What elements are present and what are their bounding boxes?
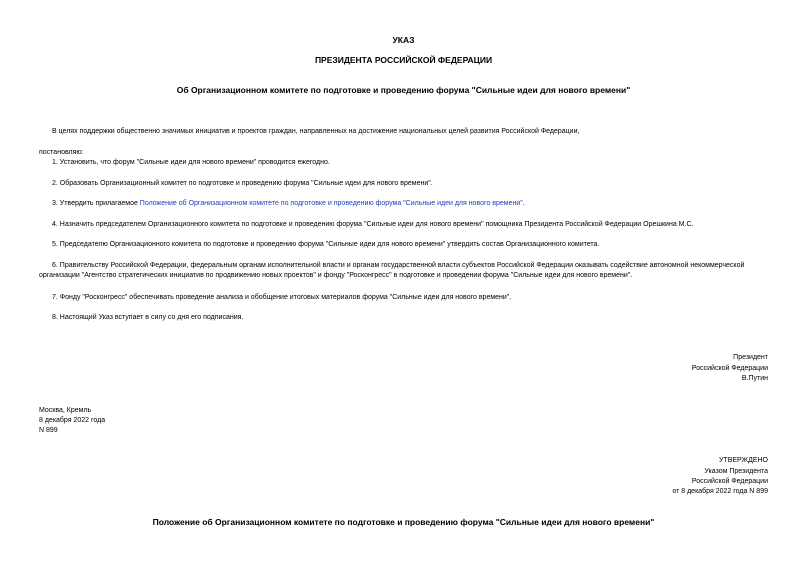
- approval-by: Указом Президента: [704, 468, 768, 475]
- signature-name: В.Путин: [741, 375, 768, 382]
- signature-country: Российской Федерации: [691, 365, 768, 372]
- item-3-suffix: .: [522, 200, 525, 207]
- signature-title: Президент: [733, 354, 768, 361]
- item-5: 5. Председателю Организационного комитета по подготовке и проведению форума "Сильные идеи для нового времени" утвердить состав Организационного комитета.: [52, 241, 600, 248]
- preamble-text: В целях поддержки общественно значимых инициатив и проектов граждан, направленных на достижение национальных целей развития Российской Федерации,: [52, 128, 580, 135]
- resolve-text: постановляю:: [39, 149, 84, 156]
- place-city: Москва, Кремль: [39, 407, 92, 414]
- place-date: 8 декабря 2022 года: [39, 417, 106, 424]
- item-6-line-2: организации "Агентство стратегических инициатив по продвижению новых проектов" и фонду "Росконгресс" в подготовке и проведении форума "Сильные идеи для нового времени".: [39, 272, 633, 279]
- item-4: 4. Назначить председателем Организационного комитета по подготовке и проведению форума "Сильные идеи для нового времени" помощника Президента Российской Федерации Орешкина М.С.: [52, 221, 694, 228]
- regulation-link[interactable]: Положение об Организационном комитете по подготовке и проведению форума "Сильные идеи для нового времени": [139, 200, 523, 207]
- approval-date: от 8 декабря 2022 года N 899: [672, 488, 768, 495]
- approval-heading: УТВЕРЖДЕНО: [718, 457, 768, 464]
- item-2: 2. Образовать Организационный комитет по подготовке и проведению форума "Сильные идеи для нового времени".: [52, 180, 433, 187]
- authority-heading: ПРЕЗИДЕНТА РОССИЙСКОЙ ФЕДЕРАЦИИ: [314, 55, 493, 65]
- decree-heading: УКАЗ: [392, 35, 415, 45]
- item-3: [52, 199, 525, 208]
- item-1: 1. Установить, что форум "Сильные идеи для нового времени" проводится ежегодно.: [52, 159, 330, 166]
- item-7: 7. Фонду "Росконгресс" обеспечивать проведение анализа и обобщение итоговых материалов форума "Сильные идеи для нового времени".: [52, 294, 512, 301]
- annex-title: Положение об Организационном комитете по подготовке и проведению форума "Сильные идеи для нового времени": [152, 517, 655, 527]
- item-6-line-1: 6. Правительству Российской Федерации, федеральным органам исполнительной власти и органам государственной власти субъектов Российской Федерации оказывать содействие автономной некоммерческой: [52, 262, 745, 269]
- document-title: Об Организационном комитете по подготовке и проведению форума "Сильные идеи для нового времени": [176, 85, 631, 95]
- place-number: N 899: [39, 427, 58, 434]
- item-8: 8. Настоящий Указ вступает в силу со дня его подписания.: [52, 314, 244, 321]
- approval-country: Российской Федерации: [691, 478, 768, 485]
- item-3-prefix: 3. Утвердить прилагаемое: [52, 200, 140, 207]
